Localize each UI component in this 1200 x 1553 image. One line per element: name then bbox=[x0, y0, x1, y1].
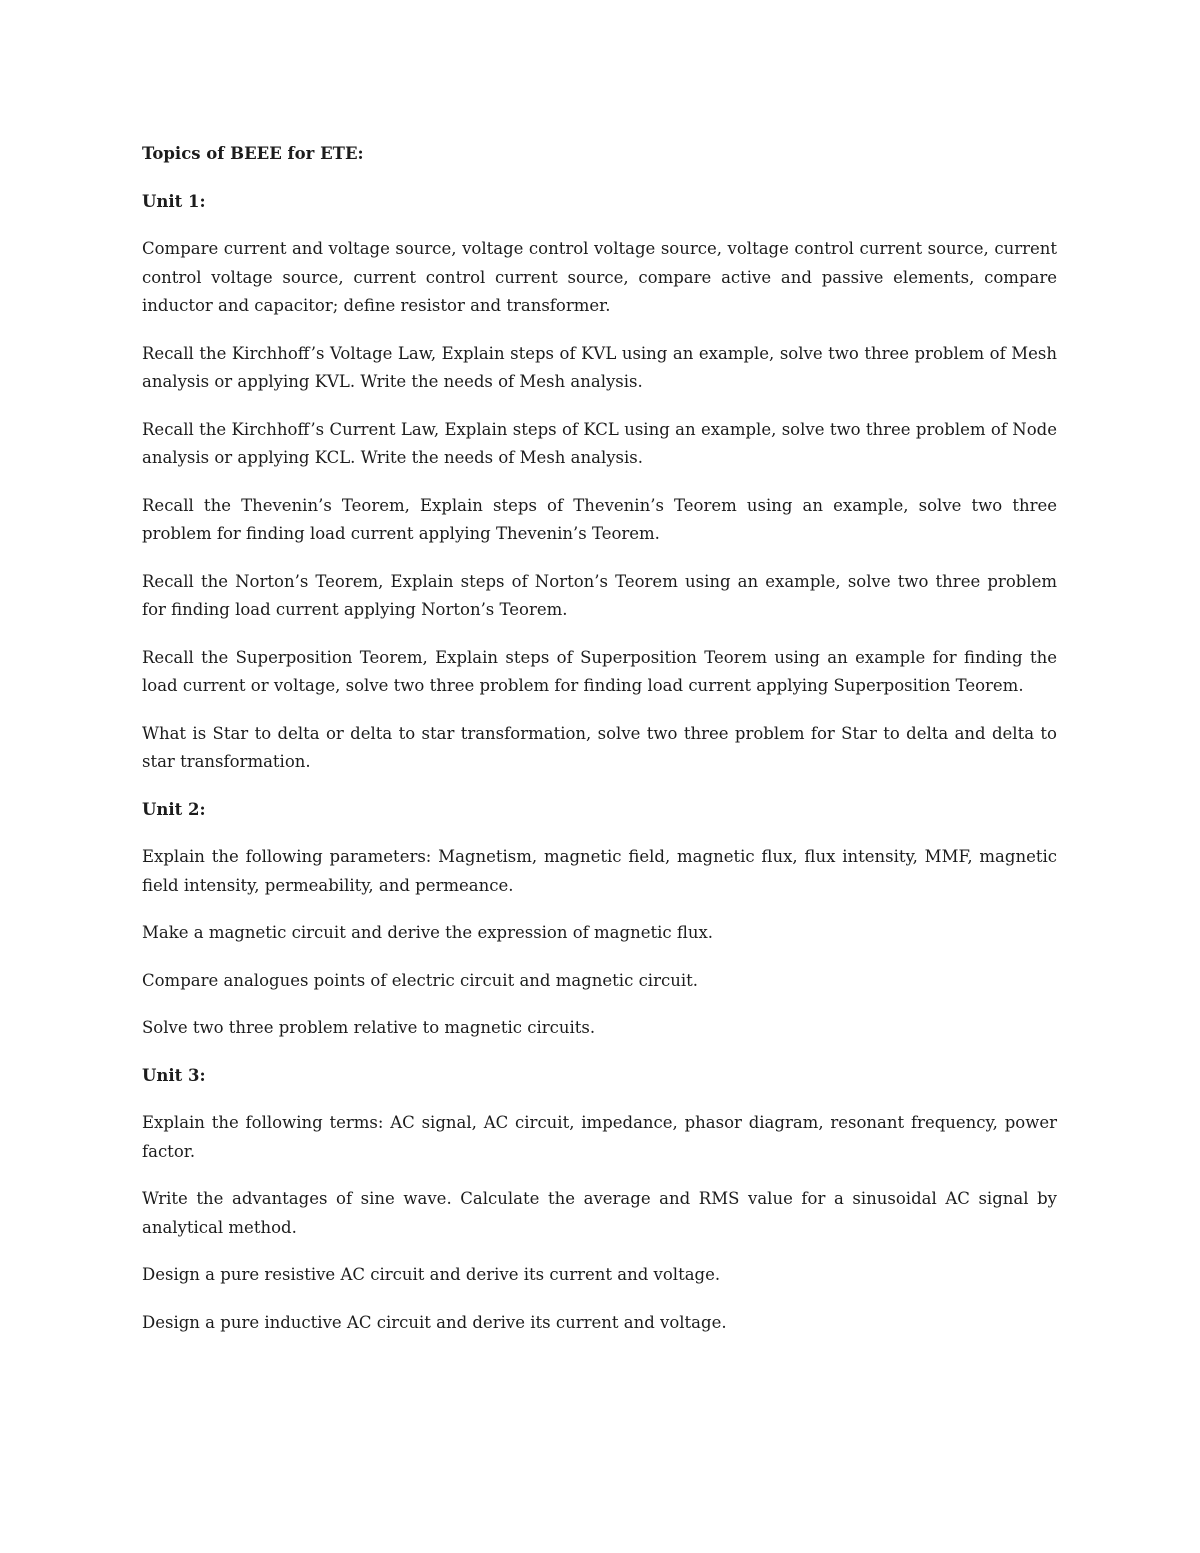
unit-3-topic-1: Explain the following terms: AC signal, AC circuit, impedance, phasor diagram, resonant frequency, power factor. bbox=[142, 1113, 1057, 1161]
document-title: Topics of BEEE for ETE: bbox=[142, 144, 364, 163]
unit-2-section bbox=[142, 796, 1057, 1043]
unit-1-topic-3: Recall the Kirchhoff’s Current Law, Explain steps of KCL using an example, solve two three problem of Node analysis or applying KCL. Write the needs of Mesh analysis. bbox=[142, 419, 1057, 467]
unit-1-section bbox=[142, 188, 1057, 777]
unit-1-topic-4: Recall the Thevenin’s Teorem, Explain steps of Thevenin’s Teorem using an example, solve two three problem for finding load current applying Thevenin’s Teorem. bbox=[142, 495, 1057, 543]
unit-1-topic-1: Compare current and voltage source, voltage control voltage source, voltage control current source, current control voltage source, current control current source, compare active and passive elements, compare inductor and capacitor; define resistor and transformer. bbox=[142, 239, 1057, 315]
unit-3-topic-3: Design a pure resistive AC circuit and derive its current and voltage. bbox=[142, 1265, 721, 1284]
unit-1-topic-2: Recall the Kirchhoff’s Voltage Law, Explain steps of KVL using an example, solve two three problem of Mesh analysis or applying KVL. Write the needs of Mesh analysis. bbox=[142, 343, 1057, 391]
unit-2-heading: Unit 2: bbox=[142, 799, 206, 819]
unit-1-heading: Unit 1: bbox=[142, 191, 206, 211]
unit-3-topic-4: Design a pure inductive AC circuit and derive its current and voltage. bbox=[142, 1312, 727, 1332]
unit-3-section bbox=[142, 1062, 1057, 1338]
unit-1-topic-5: Recall the Norton’s Teorem, Explain steps of Norton’s Teorem using an example, solve two three problem for finding load current applying Norton’s Teorem. bbox=[142, 571, 1057, 619]
unit-1-topic-7: What is Star to delta or delta to star transformation, solve two three problem for Star to delta and delta to star transformation. bbox=[142, 723, 1057, 771]
unit-3-topic-2: Write the advantages of sine wave. Calculate the average and RMS value for a sinusoidal AC signal by analytical method. bbox=[142, 1189, 1057, 1237]
unit-2-topic-1: Explain the following parameters: Magnetism, magnetic field, magnetic flux, flux intensity, MMF, magnetic field intensity, permeability, and permeance. bbox=[142, 847, 1057, 895]
unit-2-topic-2: Make a magnetic circuit and derive the expression of magnetic flux. bbox=[142, 923, 714, 942]
unit-3-heading: Unit 3: bbox=[142, 1065, 206, 1085]
document-body bbox=[142, 140, 1057, 1356]
unit-2-topic-3: Compare analogues points of electric circuit and magnetic circuit. bbox=[142, 970, 698, 990]
unit-1-topic-6: Recall the Superposition Teorem, Explain steps of Superposition Teorem using an example for finding the load current or voltage, solve two three problem for finding load current applying Superposition Teorem. bbox=[142, 647, 1057, 695]
unit-2-topic-4: Solve two three problem relative to magnetic circuits. bbox=[142, 1018, 596, 1037]
